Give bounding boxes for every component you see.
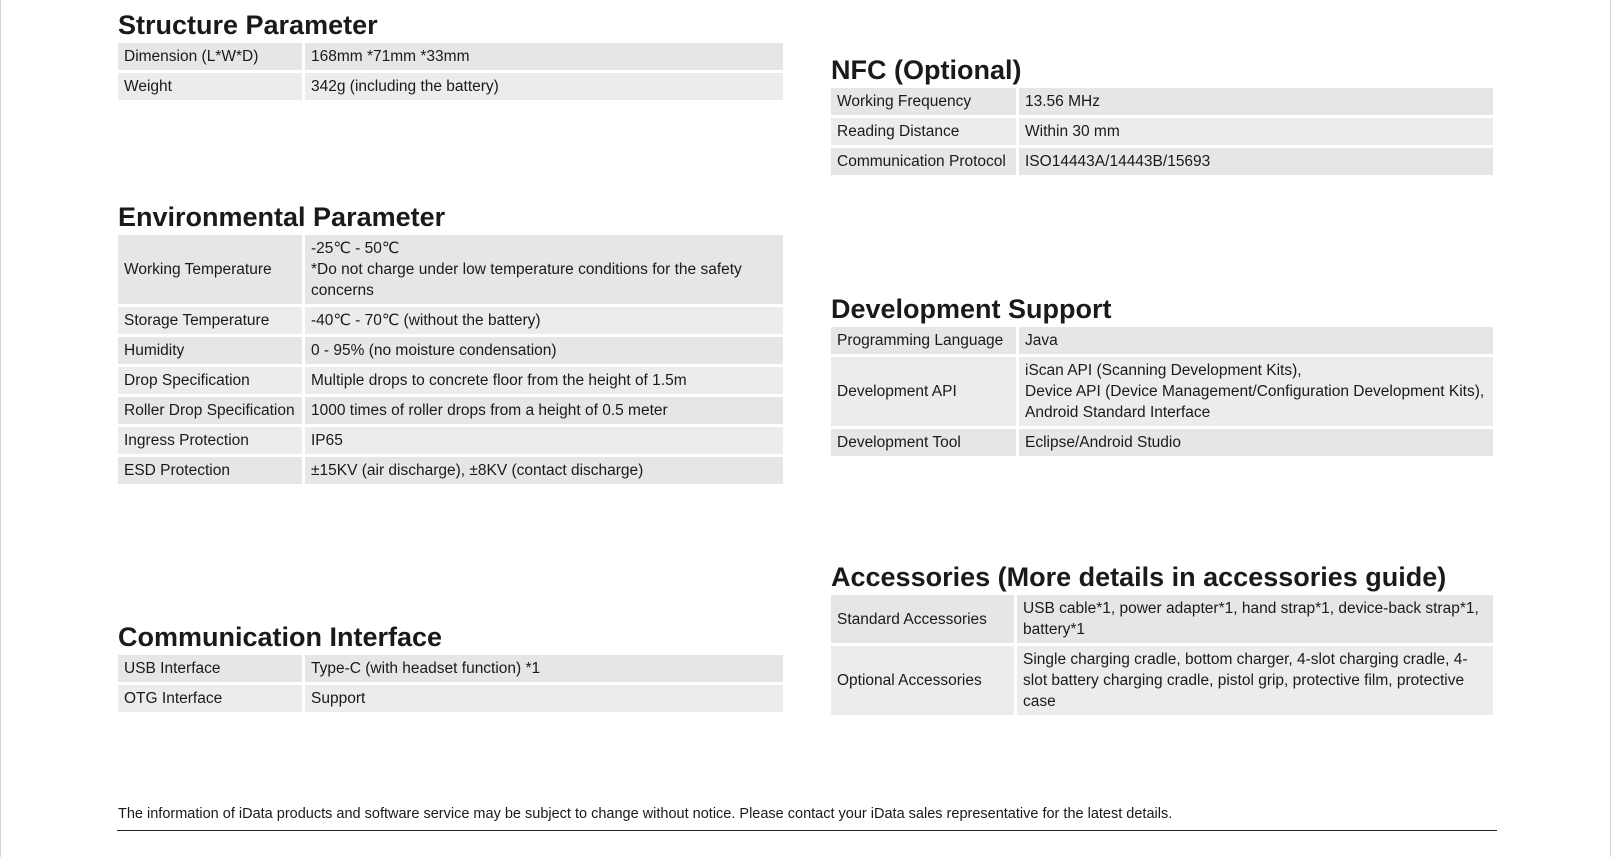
- structure-section: [118, 8, 783, 103]
- row-label: Reading Distance: [831, 118, 1019, 145]
- row-value: [305, 427, 783, 454]
- table-row: [118, 457, 783, 484]
- row-value-line: Android Standard Interface: [1025, 404, 1211, 421]
- table-row: [831, 595, 1493, 643]
- table-row: [831, 429, 1493, 456]
- row-value-line: Eclipse/Android Studio: [1025, 434, 1181, 451]
- nfc-section: [831, 53, 1493, 178]
- row-label: Weight: [118, 73, 305, 100]
- accessories-section: [831, 560, 1493, 718]
- row-value-line: Java: [1025, 332, 1058, 349]
- development-title: Development Support: [831, 294, 1112, 324]
- row-value: [1019, 429, 1493, 456]
- nfc-title: NFC (Optional): [831, 55, 1022, 85]
- row-value: [1019, 327, 1493, 354]
- table-row: [118, 427, 783, 454]
- communication-table: [118, 652, 783, 715]
- row-value-line: 342g (including the battery): [311, 78, 499, 95]
- table-row: [831, 88, 1493, 115]
- structure-table: [118, 40, 783, 103]
- accessories-table: [831, 592, 1493, 718]
- table-row: [831, 148, 1493, 175]
- environmental-section: [118, 200, 783, 487]
- row-value-line: -25℃ - 50℃: [311, 240, 400, 257]
- row-value-line: *Do not charge under low temperature conditions for the safety concerns: [311, 261, 742, 299]
- row-value-line: 13.56 MHz: [1025, 93, 1100, 110]
- row-label: Roller Drop Specification: [118, 397, 305, 424]
- row-label: Storage Temperature: [118, 307, 305, 334]
- table-row: [118, 655, 783, 682]
- row-label: ESD Protection: [118, 457, 305, 484]
- table-row: [831, 357, 1493, 426]
- row-value-line: IP65: [311, 432, 343, 449]
- row-value: [1017, 595, 1493, 643]
- row-value: [305, 367, 783, 394]
- row-label: Drop Specification: [118, 367, 305, 394]
- row-value: [305, 73, 783, 100]
- row-value-line: ISO14443A/14443B/15693: [1025, 153, 1211, 170]
- row-label: Dimension (L*W*D): [118, 43, 305, 70]
- structure-title: Structure Parameter: [118, 10, 378, 40]
- row-value-line: 0 - 95% (no moisture condensation): [311, 342, 557, 359]
- row-label: Communication Protocol: [831, 148, 1019, 175]
- table-row: [831, 118, 1493, 145]
- row-label: Humidity: [118, 337, 305, 364]
- table-row: [118, 235, 783, 304]
- development-section: [831, 292, 1493, 459]
- table-row: [831, 646, 1493, 715]
- row-value-line: iScan API (Scanning Development Kits),: [1025, 362, 1302, 379]
- row-label: USB Interface: [118, 655, 305, 682]
- environmental-title: Environmental Parameter: [118, 202, 446, 232]
- development-table: [831, 324, 1493, 459]
- row-value-line: 1000 times of roller drops from a height of 0.5 meter: [311, 402, 668, 419]
- row-value: [1019, 118, 1493, 145]
- row-value: [305, 397, 783, 424]
- row-value-line: Device API (Device Management/Configuration Development Kits),: [1025, 383, 1485, 400]
- table-row: [118, 397, 783, 424]
- row-value-line: Support: [311, 690, 366, 707]
- row-label: Development API: [831, 357, 1019, 426]
- communication-title: Communication Interface: [118, 622, 443, 652]
- row-value: [305, 235, 783, 304]
- row-label: Ingress Protection: [118, 427, 305, 454]
- row-value-line: 168mm *71mm *33mm: [311, 48, 470, 65]
- row-value: [1019, 88, 1493, 115]
- row-value-line: Within 30 mm: [1025, 123, 1120, 140]
- row-value-line: Single charging cradle, bottom charger, 4-slot charging cradle, 4-slot battery charging cradle, pistol grip, protective film, protective case: [1023, 651, 1468, 710]
- row-value-line: ±15KV (air discharge), ±8KV (contact discharge): [311, 462, 644, 479]
- footer-divider: [117, 830, 1497, 831]
- table-row: [118, 43, 783, 70]
- row-label: Development Tool: [831, 429, 1019, 456]
- row-label: Working Temperature: [118, 235, 305, 304]
- row-value-line: -40℃ - 70℃ (without the battery): [311, 312, 541, 329]
- row-label: OTG Interface: [118, 685, 305, 712]
- row-label: Standard Accessories: [831, 595, 1017, 643]
- row-value: [305, 685, 783, 712]
- row-value: [305, 337, 783, 364]
- row-label: Working Frequency: [831, 88, 1019, 115]
- table-row: [118, 685, 783, 712]
- accessories-title: Accessories (More details in accessories guide): [831, 562, 1447, 592]
- table-row: [831, 327, 1493, 354]
- row-value: [1017, 646, 1493, 715]
- row-value: [305, 655, 783, 682]
- row-value: [305, 307, 783, 334]
- footer-disclaimer: The information of iData products and software service may be subject to change without notice. Please contact your iData sales representative for the latest details.: [118, 806, 1173, 822]
- communication-section: [118, 620, 783, 715]
- nfc-table: [831, 85, 1493, 178]
- table-row: [118, 337, 783, 364]
- row-label: Programming Language: [831, 327, 1019, 354]
- row-value-line: Type-C (with headset function) *1: [311, 660, 541, 677]
- table-row: [118, 307, 783, 334]
- row-value: [1019, 357, 1493, 426]
- row-label: Optional Accessories: [831, 646, 1017, 715]
- table-row: [118, 73, 783, 100]
- row-value: [305, 457, 783, 484]
- environmental-table: [118, 232, 783, 487]
- row-value: [305, 43, 783, 70]
- row-value: [1019, 148, 1493, 175]
- row-value-line: Multiple drops to concrete floor from the height of 1.5m: [311, 372, 687, 389]
- row-value-line: USB cable*1, power adapter*1, hand strap*1, device-back strap*1, battery*1: [1023, 600, 1479, 638]
- table-row: [118, 367, 783, 394]
